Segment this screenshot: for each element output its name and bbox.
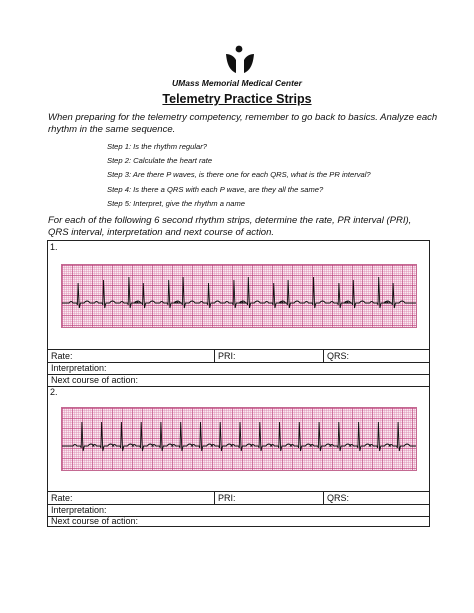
organization-name: UMass Memorial Medical Center: [172, 78, 302, 88]
strip-1-pri-label: PRI:: [218, 351, 236, 361]
strip-2-qrs-label: QRS:: [327, 493, 350, 503]
ecg-waveform: [62, 422, 417, 451]
strip-2-number: 2.: [50, 387, 58, 397]
step-1: Step 1: Is the rhythm regular?: [107, 142, 208, 151]
rhythm-strip-1: [61, 264, 417, 328]
intro-paragraph: When preparing for the telemetry competency, remember to go back to basics. Analyze each rhythm in the same sequence.: [48, 112, 438, 135]
strip-1-rate-label: Rate:: [51, 351, 73, 361]
strip-2-rate-label: Rate:: [51, 493, 73, 503]
steps-list: [107, 140, 447, 211]
strip-2-next-action-label: Next course of action:: [51, 516, 139, 526]
step-5: Step 5: Interpret, give the rhythm a name: [107, 198, 246, 208]
strip-1-qrs-label: QRS:: [327, 351, 350, 361]
ecg-trace-1: [62, 265, 417, 328]
page-title: Telemetry Practice Strips: [162, 92, 312, 106]
step-3: Step 3: Are there P waves, is there one for each QRS, what is the PR interval?: [107, 170, 371, 180]
strip-1-interpretation-label: Interpretation:: [51, 363, 107, 373]
strip-2-pri-label: PRI:: [218, 493, 236, 503]
strip-2-interpretation-label: Interpretation:: [51, 505, 107, 515]
rhythm-strip-2: [61, 407, 417, 471]
step-2: Step 2: Calculate the heart rate: [107, 156, 213, 166]
instructions-paragraph: For each of the following 6 second rhythm strips, determine the rate, PR interval (PRI), QRS interval, interpretation and next course of action.: [48, 215, 412, 238]
step-4: Step 4: Is there a QRS with each P wave, are they all the same?: [107, 184, 324, 194]
strip-1-number: 1.: [50, 242, 58, 252]
practice-form: [47, 240, 430, 527]
ecg-waveform: [62, 277, 417, 308]
umass-memorial-logo-icon: [222, 44, 258, 74]
strip-1-next-action-label: Next course of action:: [51, 375, 139, 385]
ecg-trace-2: [62, 408, 417, 471]
